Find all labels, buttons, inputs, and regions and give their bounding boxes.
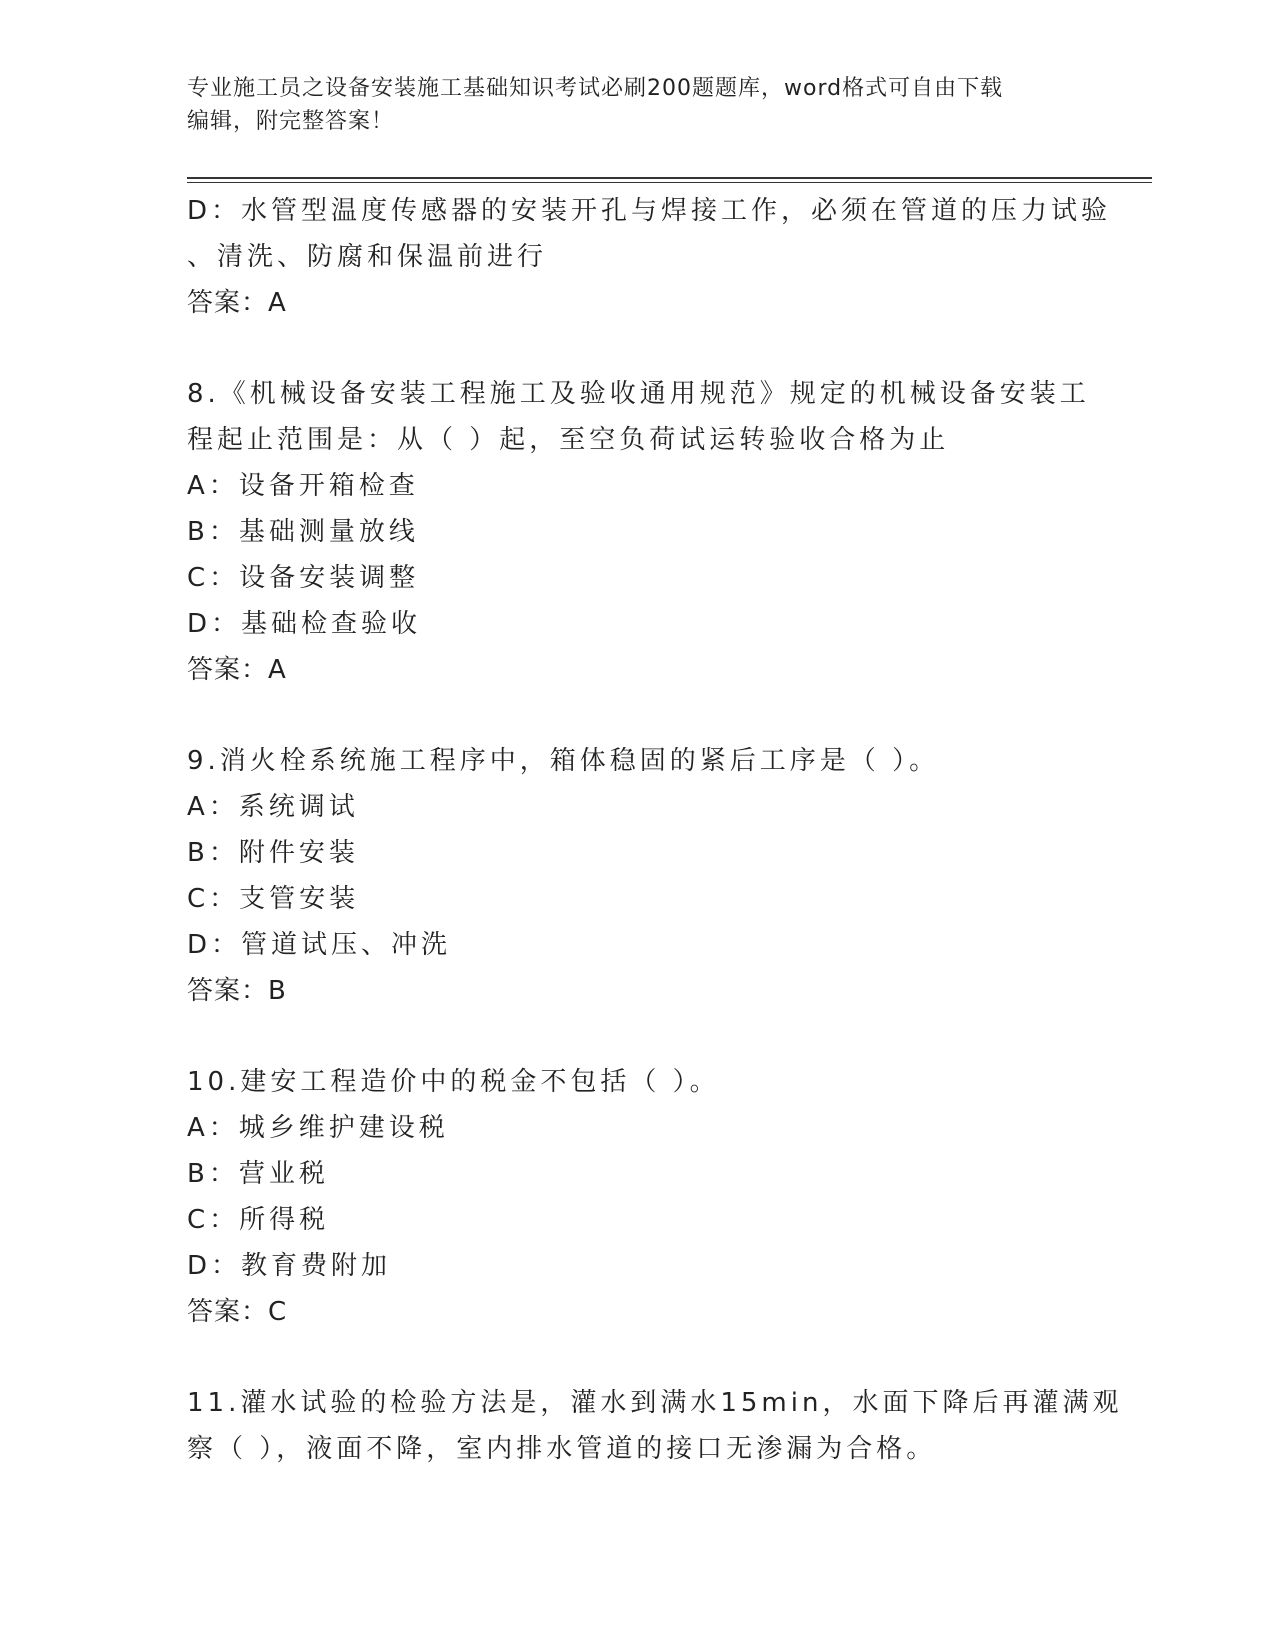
option-a: A：城乡维护建设税 xyxy=(187,1113,449,1143)
option-a: A：系统调试 xyxy=(187,792,359,822)
page-header xyxy=(187,72,1067,138)
spacer xyxy=(187,326,1087,371)
answer-label: 答案：C xyxy=(187,1297,288,1327)
answer-label: 答案：B xyxy=(187,976,287,1006)
answer-label: 答案：A xyxy=(187,655,287,685)
question-stem-line-2: 察（ ），液面不降，室内排水管道的接口无渗漏为合格。 xyxy=(187,1434,937,1464)
question-stem-line-1: 9.消火栓系统施工程序中，箱体稳固的紧后工序是（ ）。 xyxy=(187,746,940,776)
option-b: B：附件安装 xyxy=(187,838,359,868)
question-11 xyxy=(187,1380,1123,1472)
question-list xyxy=(187,188,1123,1472)
option-d: D：教育费附加 xyxy=(187,1251,392,1281)
option-c: C：设备安装调整 xyxy=(187,563,420,593)
question-stem-line-1: 11.灌水试验的检验方法是，灌水到满水15min，水面下降后再灌满观 xyxy=(187,1388,1123,1418)
question-stem-line-2: 程起止范围是：从（ ）起，至空负荷试运转验收合格为止 xyxy=(187,425,950,455)
question-9 xyxy=(187,738,1087,1014)
option-b: B：基础测量放线 xyxy=(187,517,419,547)
question-7-tail xyxy=(187,188,1112,326)
option-d-line-1: D：水管型温度传感器的安装开孔与焊接工作，必须在管道的压力试验 xyxy=(187,196,1112,226)
answer-label: 答案：A xyxy=(187,288,287,318)
option-b: B：营业税 xyxy=(187,1159,329,1189)
spacer xyxy=(187,693,1087,738)
option-d: D：管道试压、冲洗 xyxy=(187,930,452,960)
question-8 xyxy=(187,371,1090,693)
option-a: A：设备开箱检查 xyxy=(187,471,419,501)
option-c: C：所得税 xyxy=(187,1205,330,1235)
question-stem-line-1: 8.《机械设备安装工程施工及验收通用规范》规定的机械设备安装工 xyxy=(187,379,1090,409)
option-d-line-2: 、清洗、防腐和保温前进行 xyxy=(187,242,548,272)
header-divider-thin xyxy=(187,182,1152,183)
header-title-line-1: 专业施工员之设备安装施工基础知识考试必刷200题题库，word格式可自由下载 xyxy=(187,76,1004,101)
option-d: D：基础检查验收 xyxy=(187,609,422,639)
option-c: C：支管安装 xyxy=(187,884,360,914)
spacer xyxy=(187,1014,1087,1059)
header-title-line-2: 编辑，附完整答案！ xyxy=(187,109,395,134)
question-stem-line-1: 10.建安工程造价中的税金不包括（ ）。 xyxy=(187,1067,720,1097)
question-10 xyxy=(187,1059,1087,1335)
header-divider-thick xyxy=(187,177,1152,179)
spacer xyxy=(187,1335,1087,1380)
